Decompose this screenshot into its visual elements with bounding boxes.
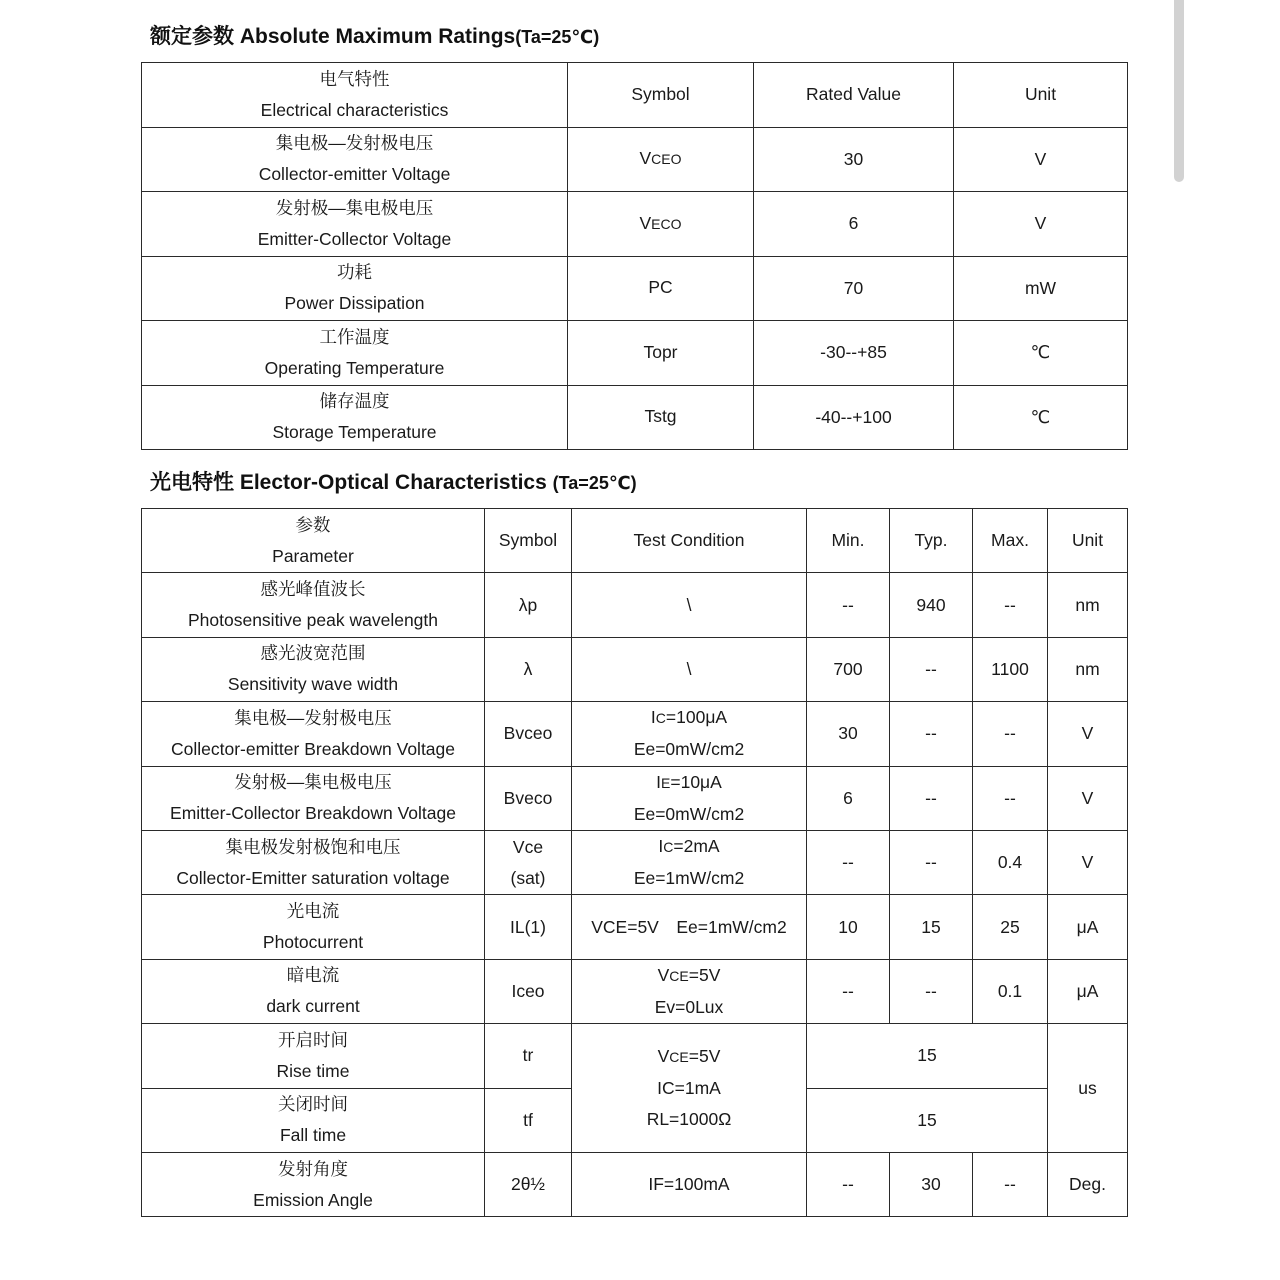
test-condition-cell: \ <box>572 573 807 637</box>
table-header-row <box>142 509 1128 573</box>
param-cell <box>142 766 485 830</box>
table-row <box>142 766 1128 830</box>
test-line-3: RL=1000Ω <box>646 1109 732 1130</box>
fall-time-value: 15 <box>807 1088 1048 1152</box>
symbol-cell <box>568 385 754 450</box>
table-row <box>142 256 1128 321</box>
param-cell <box>142 573 485 637</box>
param-en: Collector-emitter Breakdown Voltage <box>170 738 456 759</box>
unit-cell: V <box>1048 830 1128 894</box>
min-cell: 6 <box>807 766 890 830</box>
unit-cell: ℃ <box>954 385 1128 450</box>
test-main: I <box>650 707 656 728</box>
table-row <box>142 192 1128 257</box>
value-cell: -40--+100 <box>754 385 954 450</box>
symbol-cell: Bvceo <box>485 702 572 766</box>
value-cell: 70 <box>754 256 954 321</box>
symbol-cell: 2θ½ <box>485 1152 572 1216</box>
table-row <box>142 385 1128 450</box>
test-line-2: IC=1mA <box>657 1078 721 1099</box>
header-rated-value: Rated Value <box>754 63 954 128</box>
param-cell <box>142 385 568 450</box>
header-unit: Unit <box>954 63 1128 128</box>
unit-cell: μA <box>1048 959 1128 1023</box>
param-en: Power Dissipation <box>284 293 425 314</box>
heading-condition: (Ta=25℃) <box>552 473 637 493</box>
test-main: V <box>657 964 670 985</box>
table-row <box>142 702 1128 766</box>
symbol-cell <box>568 256 754 321</box>
param-cn: 暗电流 <box>286 965 340 986</box>
param-en: Emission Angle <box>253 1189 373 1210</box>
max-cell: 0.1 <box>973 959 1048 1023</box>
param-cn: 开启时间 <box>278 1029 348 1050</box>
test-line-1 <box>572 702 806 734</box>
value-cell: 30 <box>754 127 954 192</box>
typ-cell: 15 <box>890 895 973 959</box>
symbol-main: V <box>639 212 652 233</box>
param-cn: 集电极—发射极电压 <box>275 133 434 154</box>
unit-cell: V <box>1048 766 1128 830</box>
test-line-1 <box>572 831 806 863</box>
table-row-emission-angle <box>142 1152 1128 1216</box>
symbol-cell: λ <box>485 637 572 701</box>
test-condition-cell <box>572 830 807 894</box>
param-cn: 关闭时间 <box>278 1094 348 1115</box>
typ-cell: -- <box>890 830 973 894</box>
header-parameter <box>142 509 485 573</box>
param-en: Storage Temperature <box>272 422 437 443</box>
symbol-cell <box>485 830 572 894</box>
unit-cell: nm <box>1048 637 1128 701</box>
value-cell: -30--+85 <box>754 321 954 386</box>
table-row <box>142 895 1128 959</box>
unit-cell: ℃ <box>954 321 1128 386</box>
typ-cell: -- <box>890 766 973 830</box>
value-cell: 6 <box>754 192 954 257</box>
param-en: Emitter-Collector Breakdown Voltage <box>170 803 456 824</box>
typ-cell: -- <box>890 959 973 1023</box>
test-condition-cell: IF=100mA <box>572 1152 807 1216</box>
symbol-cell: tf <box>485 1088 572 1152</box>
test-sub: C <box>663 839 674 856</box>
param-cn: 感光峰值波长 <box>260 579 366 600</box>
table-row <box>142 127 1128 192</box>
table-row <box>142 637 1128 701</box>
max-cell: -- <box>973 766 1048 830</box>
param-cell <box>142 127 568 192</box>
symbol-sub: CEO <box>651 151 682 168</box>
unit-cell: mW <box>954 256 1128 321</box>
header-unit: Unit <box>1048 509 1128 573</box>
section-heading-absolute-maximum-ratings <box>150 20 599 50</box>
heading-en: Absolute Maximum Ratings <box>239 25 516 48</box>
min-cell: 700 <box>807 637 890 701</box>
param-en: Sensitivity wave width <box>227 674 399 695</box>
min-cell: 30 <box>807 702 890 766</box>
param-cn: 发射极—集电极电压 <box>275 197 434 218</box>
test-line-1 <box>572 767 806 799</box>
symbol-cell: Iceo <box>485 959 572 1023</box>
test-line-2: Ee=1mW/cm2 <box>633 868 745 889</box>
param-cn: 集电极—发射极电压 <box>234 707 392 728</box>
test-condition-cell <box>572 1024 807 1153</box>
unit-cell: Deg. <box>1048 1152 1128 1216</box>
param-cell <box>142 702 485 766</box>
test-sub: C <box>655 710 666 727</box>
symbol-cell: Bveco <box>485 766 572 830</box>
max-cell: 1100 <box>973 637 1048 701</box>
param-en: Photocurrent <box>262 932 364 953</box>
param-en: dark current <box>266 996 360 1017</box>
symbol-main: PC <box>648 277 673 298</box>
electro-optical-table <box>141 508 1128 1217</box>
test-sub: CE <box>669 1049 689 1066</box>
header-param-en: Electrical characteristics <box>260 99 449 120</box>
heading-en: Elector-Optical Characteristics <box>239 471 547 494</box>
param-cn: 发射角度 <box>278 1158 348 1179</box>
unit-cell: μA <box>1048 895 1128 959</box>
max-cell: 0.4 <box>973 830 1048 894</box>
symbol-line-1: Vce <box>512 836 544 857</box>
test-rest: =10μA <box>670 771 722 792</box>
param-en: Rise time <box>276 1060 350 1081</box>
header-max: Max. <box>973 509 1048 573</box>
heading-cn: 光电特性 <box>150 471 234 494</box>
max-cell: -- <box>973 573 1048 637</box>
unit-cell: nm <box>1048 573 1128 637</box>
param-en: Operating Temperature <box>264 357 445 378</box>
param-cn: 发射极—集电极电压 <box>234 772 392 793</box>
test-rest: =100μA <box>665 707 728 728</box>
rise-time-value: 15 <box>807 1024 1048 1088</box>
test-line-1 <box>572 1041 806 1073</box>
param-cell <box>142 637 485 701</box>
unit-cell: us <box>1048 1024 1128 1153</box>
test-line-1 <box>572 960 806 992</box>
test-condition-cell <box>572 959 807 1023</box>
symbol-cell: λp <box>485 573 572 637</box>
param-cn: 工作温度 <box>319 326 390 347</box>
param-cn: 感光波宽范围 <box>260 643 366 664</box>
symbol-cell <box>568 192 754 257</box>
table-header-row <box>142 63 1128 128</box>
typ-cell: 940 <box>890 573 973 637</box>
param-en: Collector-Emitter saturation voltage <box>176 867 450 888</box>
unit-cell: V <box>954 192 1128 257</box>
test-condition-cell <box>572 702 807 766</box>
max-cell: -- <box>973 702 1048 766</box>
symbol-sub: ECO <box>651 215 682 232</box>
test-line-2: Ee=0mW/cm2 <box>633 739 745 760</box>
test-main: V <box>657 1046 670 1067</box>
unit-cell: V <box>1048 702 1128 766</box>
min-cell: 10 <box>807 895 890 959</box>
param-cell <box>142 830 485 894</box>
table-row <box>142 321 1128 386</box>
param-cell <box>142 1152 485 1216</box>
test-main: I <box>656 771 662 792</box>
symbol-cell: IL(1) <box>485 895 572 959</box>
param-cn: 集电极发射极饱和电压 <box>225 836 401 857</box>
param-cn: 储存温度 <box>319 391 390 412</box>
header-parameter <box>142 63 568 128</box>
test-rest: =5V <box>688 1046 721 1067</box>
symbol-cell: tr <box>485 1024 572 1088</box>
heading-condition: (Ta=25℃) <box>515 27 600 47</box>
header-symbol: Symbol <box>568 63 754 128</box>
test-line-2: Ev=0Lux <box>654 996 724 1017</box>
test-main: I <box>658 836 664 857</box>
header-param-cn: 参数 <box>295 514 331 535</box>
heading-cn: 额定参数 <box>150 25 234 48</box>
test-rest: =2mA <box>673 836 720 857</box>
test-condition-cell: VCE=5V Ee=1mW/cm2 <box>572 895 807 959</box>
table-row-rise-time <box>142 1024 1128 1088</box>
table-row <box>142 959 1128 1023</box>
test-sub: E <box>661 774 671 791</box>
header-param-cn: 电气特性 <box>319 68 390 89</box>
min-cell: -- <box>807 573 890 637</box>
table-row <box>142 573 1128 637</box>
test-line-2: Ee=0mW/cm2 <box>633 803 745 824</box>
test-sub: CE <box>669 967 689 984</box>
symbol-cell <box>568 127 754 192</box>
param-en: Collector-emitter Voltage <box>258 164 451 185</box>
min-cell: -- <box>807 1152 890 1216</box>
symbol-main: Topr <box>643 341 678 362</box>
absolute-maximum-ratings-table <box>141 62 1128 450</box>
symbol-main: V <box>639 148 652 169</box>
param-cell <box>142 256 568 321</box>
param-en: Fall time <box>279 1125 347 1146</box>
max-cell: 25 <box>973 895 1048 959</box>
scrollbar[interactable] <box>1174 0 1184 182</box>
test-condition-cell <box>572 766 807 830</box>
min-cell: -- <box>807 830 890 894</box>
symbol-main: Tstg <box>644 406 677 427</box>
unit-cell: V <box>954 127 1128 192</box>
typ-cell: 30 <box>890 1152 973 1216</box>
param-cell <box>142 895 485 959</box>
typ-cell: -- <box>890 702 973 766</box>
param-cell <box>142 321 568 386</box>
param-cn: 功耗 <box>337 262 372 283</box>
param-cn: 光电流 <box>286 901 340 922</box>
header-test-condition: Test Condition <box>572 509 807 573</box>
param-cell <box>142 1088 485 1152</box>
test-condition-cell: \ <box>572 637 807 701</box>
param-cell <box>142 1024 485 1088</box>
section-heading-electro-optical <box>150 466 637 496</box>
header-param-en: Parameter <box>272 545 354 566</box>
test-rest: =5V <box>688 964 721 985</box>
symbol-line-2: (sat) <box>510 867 546 888</box>
symbol-cell <box>568 321 754 386</box>
min-cell: -- <box>807 959 890 1023</box>
param-en: Photosensitive peak wavelength <box>187 610 439 631</box>
param-cell <box>142 192 568 257</box>
param-cell <box>142 959 485 1023</box>
table-row <box>142 830 1128 894</box>
header-symbol: Symbol <box>485 509 572 573</box>
max-cell: -- <box>973 1152 1048 1216</box>
header-min: Min. <box>807 509 890 573</box>
param-en: Emitter-Collector Voltage <box>257 228 452 249</box>
typ-cell: -- <box>890 637 973 701</box>
header-typ: Typ. <box>890 509 973 573</box>
